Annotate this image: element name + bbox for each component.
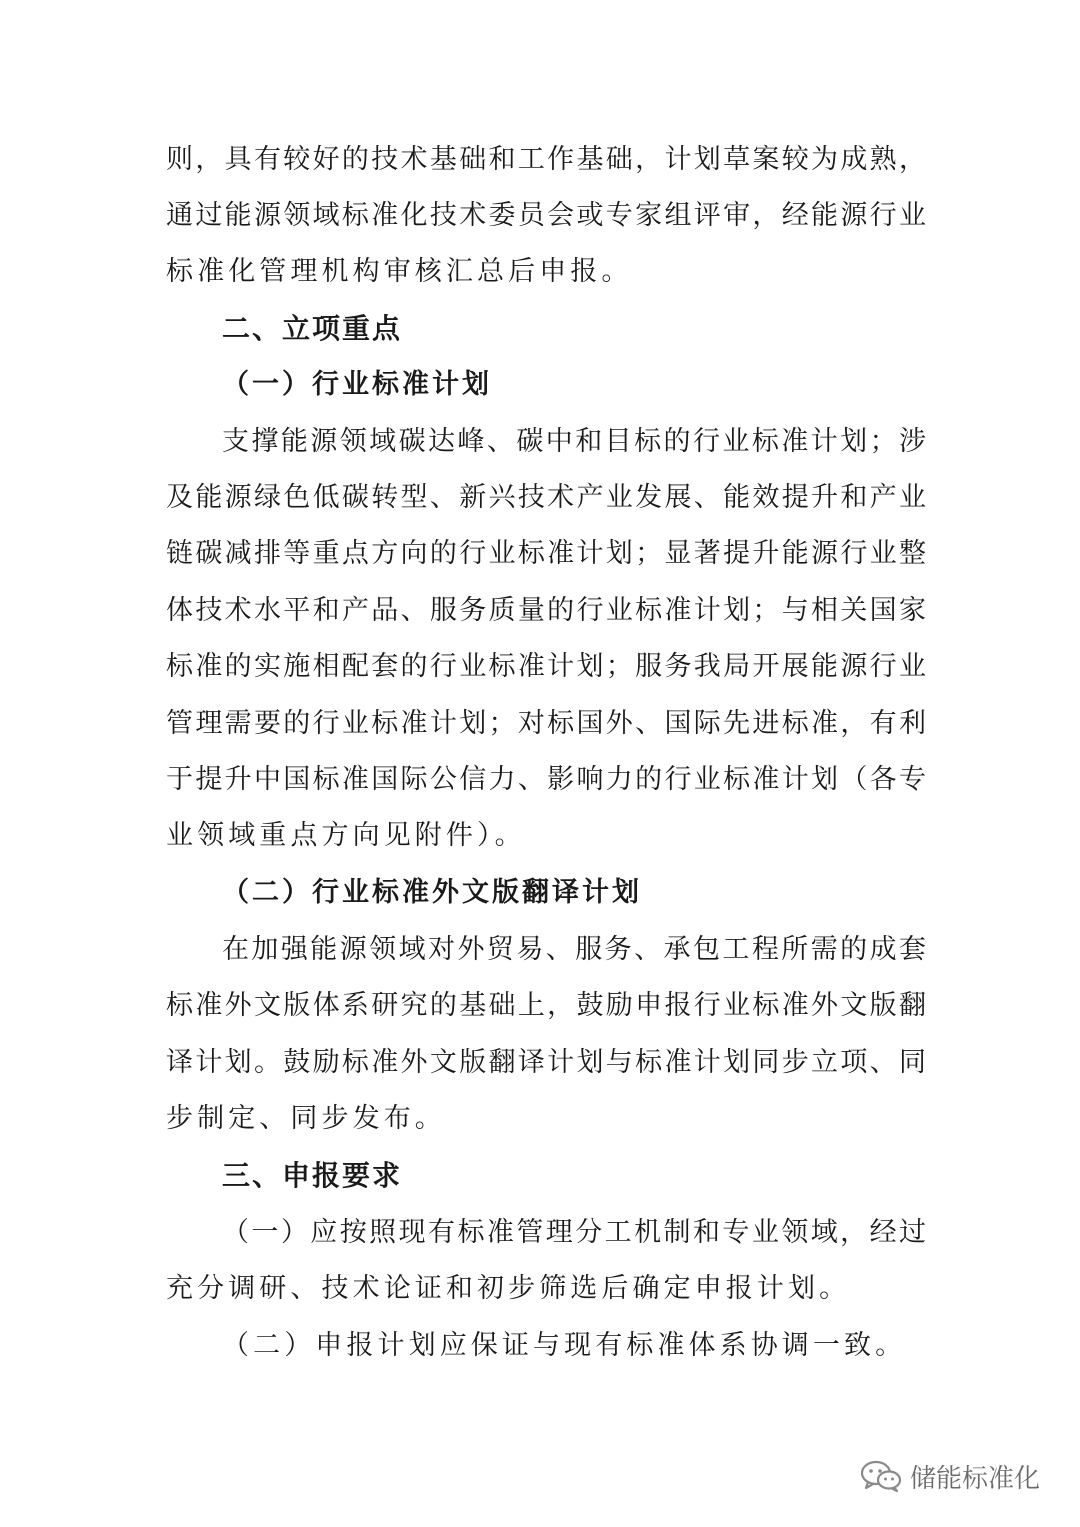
paragraph-line: 体技术水平和产品、服务质量的行业标准计划；与相关国家 — [166, 595, 926, 626]
watermark — [860, 1456, 1040, 1496]
paragraph-line: 充分调研、技术论证和初步筛选后确定申报计划。 — [166, 1273, 851, 1304]
wechat-icon — [860, 1459, 902, 1493]
paragraph-line: 标准的实施相配套的行业标准计划；服务我局开展能源行业 — [166, 651, 926, 682]
paragraph-line: （一）应按照现有标准管理分工机制和专业领域，经过 — [222, 1217, 926, 1248]
section-heading: 二、立项重点 — [222, 312, 403, 345]
paragraph-line: 管理需要的行业标准计划；对标国外、国际先进标准，有利 — [166, 708, 926, 739]
paragraph-line: 通过能源领域标准化技术委员会或专家组评审，经能源行业 — [166, 200, 926, 231]
subsection-heading: （二）行业标准外文版翻译计划 — [222, 877, 642, 908]
paragraph-line: 及能源绿色低碳转型、新兴技术产业发展、能效提升和产业 — [166, 482, 926, 513]
paragraph-line: 于提升中国标准国际公信力、影响力的行业标准计划（各专 — [166, 764, 926, 795]
paragraph-line: 业领域重点方向见附件）。 — [166, 820, 526, 851]
paragraph-line: 步制定、同步发布。 — [166, 1103, 446, 1134]
watermark-text: 储能标准化 — [910, 1463, 1041, 1494]
paragraph-line: 链碳减排等重点方向的行业标准计划；显著提升能源行业整 — [166, 538, 926, 569]
section-heading: 三、申报要求 — [222, 1159, 403, 1192]
paragraph-line: 标准外文版体系研究的基础上，鼓励申报行业标准外文版翻 — [166, 990, 926, 1021]
paragraph-line: 译计划。鼓励标准外文版翻译计划与标准计划同步立项、同 — [166, 1047, 926, 1078]
paragraph-line: 标准化管理机构审核汇总后申报。 — [166, 256, 633, 287]
paragraph-line: 支撑能源领域碳达峰、碳中和目标的行业标准计划；涉 — [222, 426, 926, 457]
subsection-heading: （一）行业标准计划 — [222, 369, 492, 400]
paragraph-line: （二）申报计划应保证与现有标准体系协调一致。 — [222, 1330, 907, 1361]
paragraph-line: 在加强能源领域对外贸易、服务、承包工程所需的成套 — [222, 934, 926, 965]
paragraph-line: 则，具有较好的技术基础和工作基础，计划草案较为成熟， — [166, 144, 926, 175]
